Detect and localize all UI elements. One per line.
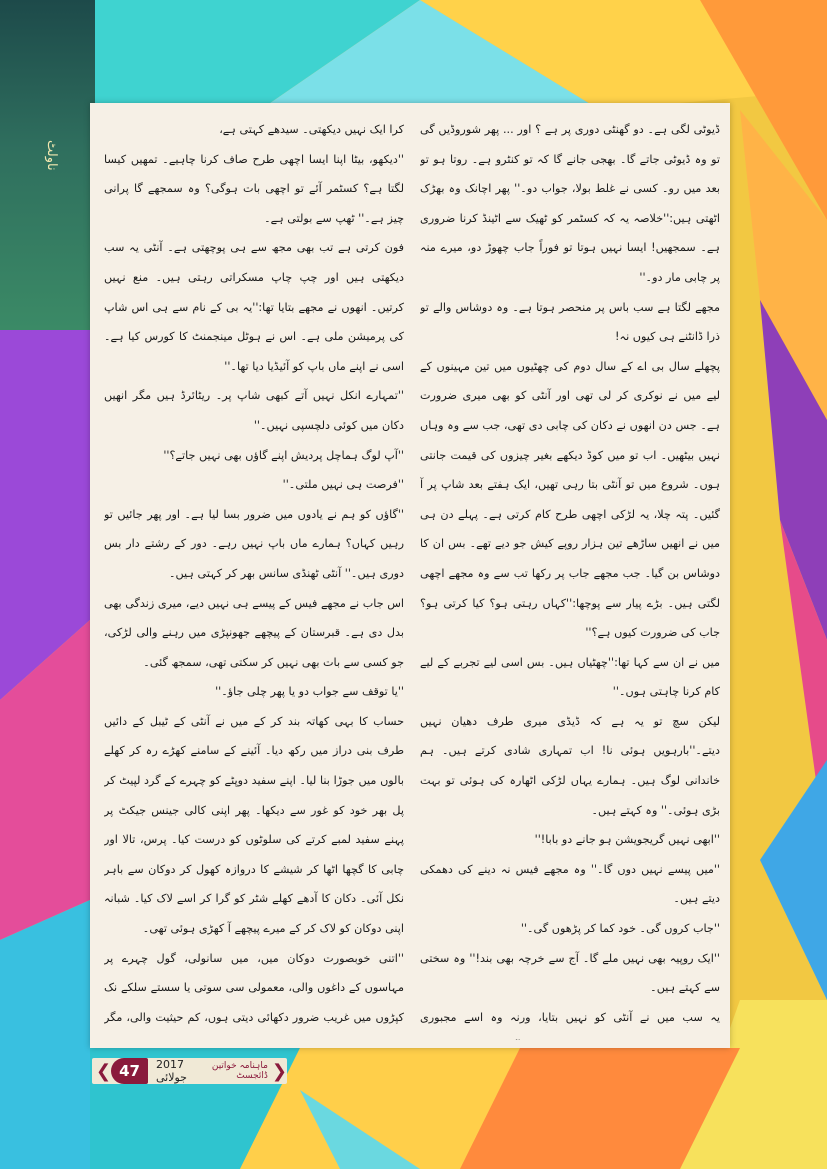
chevron-left-icon: ❮ <box>96 1060 112 1082</box>
paragraph: ''میں پیسے نہیں دوں گا۔'' وہ مجھے فیس نہ دینے کی دھمکی دیتے ہیں۔ <box>420 862 720 906</box>
paragraph: ''ابھی نہیں گریجویشن ہو جانے دو بابا!'' <box>534 833 720 847</box>
right-column <box>420 115 720 1040</box>
paragraph: فون کرتی ہے تب بھی مجھ سے ہی پوچھتی ہے۔ آنٹی یہ سب دیکھتی ہیں اور چپ چاپ مسکراتی رہتی ہیں۔ منع نہیں کرتیں۔ انھوں نے مجھے بتایا تھا:''یہ بی کے نام سے ہی اس شاپ کی پرمیشن ملی ہے۔ اس نے ہوٹل مینجمنٹ کا کورس کیا ہے۔ اسی نے اپنے ماں باپ کو آئیڈیا دیا تھا۔'' <box>104 241 404 373</box>
paragraph: ''یا توقف سے جواب دو یا پھر چلی جاؤ۔'' <box>215 685 404 699</box>
paragraph: میں نے ان سے کہا تھا:''چھٹیاں ہیں۔ بس اسی لیے تجربے کے لیے کام کرنا چاہتی ہوں۔'' <box>420 655 720 699</box>
page-footer <box>92 1058 287 1084</box>
paragraph: پچھلے سال بی اے کے سال دوم کی چھٹیوں میں تین مہینوں کے لیے میں نے نوکری کر لی تھی اور آنٹی کو بھی میری ضرورت ہے۔ جس دن انھوں نے دکان کی چابی دی تھی، جب سے وہ وہاں نہیں بیٹھیں۔ اب تو میں کوڈ دیکھے بغیر چیزوں کی قیمت جانتی ہوں۔ شروع میں تو آنٹی بتا رہی تھیں، ایک ہفتے بعد شاپ پر آ گئیں۔ پتہ چلا، یہ لڑکی اچھی طرح کام کرتی ہے۔ پہلے دن ہی میں نے انھیں ساڑھے تین ہزار روپے کیش جو دیے تھے۔ بس ان کا دوشاس بن گیا۔ جب مجھے جاب پر رکھا تب سے وہ مجھے اچھی لگتی ہیں۔ بڑے پیار سے پوچھا:''کہاں رہتی ہو؟ کیا کرتی ہو؟ جاب کی ضرورت کیوں ہے؟'' <box>420 359 720 640</box>
issue-date: 2017 جولائی <box>155 1058 187 1084</box>
paragraph: ''دیکھو، بیٹا اپنا ایسا اچھی طرح صاف کرنا چاہیے۔ تمھیں کیسا لگتا ہے؟ کسٹمر آئے تو اچھی بات ہوگی؟ وہ سمجھے گا پرانی چیز ہے۔'' ٹھپ سے بولتی ہے۔ <box>104 152 404 225</box>
paragraph: مجھے لگتا ہے سب باس پر منحصر ہوتا ہے۔ وہ دوشاس والے تو ذرا ڈانٹنے ہی کیوں نہ! <box>420 300 720 344</box>
chevron-right-icon: ❯ <box>271 1060 287 1082</box>
paragraph: ڈیوٹی لگی ہے۔ دو گھنٹی دوری پر ہے ؟ اور ... پھر شوروڈیں گی تو وہ ڈیوٹی جاتے گا۔ بھجی جانے گا کہ تو کنٹرو ہے۔ روتا ہو تو بعد میں رو۔ کسی نے غلط بولا، جواب دو۔'' پھر اچانک وہ بھڑک اٹھتی ہیں:''خلاصہ یہ کہ کسٹمر کو ٹھیک سے اٹینڈ کرنا ضروری ہے۔ سمجھیں! ایسا نہیں ہوتا تو فوراً جاب چھوڑ دو، میرے منہ پر چابی مار دو۔'' <box>420 123 720 284</box>
section-label: ناولٹ <box>44 140 59 171</box>
magazine-title: ماہنامہ خواتین ڈائجسٹ <box>211 1061 268 1081</box>
paragraph: یہ سب میں نے آنٹی کو نہیں بتایا، ورنہ وہ اسے مجبوری <box>420 1010 720 1024</box>
page-number: 47 <box>111 1058 148 1084</box>
paragraph: ''اتنی خوبصورت دوکان میں، میں سانولی، گول چہرے پر مہاسوں کے داغوں والی، معمولی سی سوتی یا سستے سلکے نک کپڑوں میں غریب ضرور دکھائی دیتی ہوں، کم حیثیت والی، مگر <box>104 951 404 1024</box>
paragraph: حساب کا بہی کھاتہ بند کر کے میں نے آنٹی کے ٹیبل کے دائیں طرف بنی دراز میں رکھ دیا۔ آئینے کے سامنے کھڑے رہ کر کھلے بالوں میں جوڑا بنا لیا۔ اپنے سفید دوپٹے کو چہرے کے گرد لپیٹ کر پل بھر خود کو غور سے دیکھا۔ پھر اپنی کالی جینس جیکٹ پر پہنے سفید لمبے کرتے کی سلوٹوں کو درست کیا۔ پرس، تالا اور چابی کا گچھا اٹھا کر شیشے کا دروازہ کھول کر دوکان سے باہر نکل آئی۔ دکان کا آدھے کھلے شٹر کو گرا کر اسے لاک کیا۔ شبانہ اپنی دوکان کو لاک کر کے میرے پیچھے آ کھڑی ہوئی تھی۔ <box>104 714 404 936</box>
paragraph: ''تمہارے انکل نہیں آتے کبھی شاپ پر۔ ریٹائرڈ ہیں مگر انھیں دکان میں کوئی دلچسپی نہیں۔'' <box>104 389 404 432</box>
left-column <box>104 115 404 1040</box>
paragraph: ''ایک روپیہ بھی نہیں ملے گا۔ آج سے خرچہ بھی بند!'' وہ سختی سے کہتے ہیں۔ <box>420 951 720 995</box>
paragraph: لیکن سچ تو یہ ہے کہ ڈیڈی میری طرف دھیان نہیں دیتے۔''بارہویں ہوئی نا! اب تمہاری شادی کرتے ہیں۔ ہم خاندانی لوگ ہیں۔ ہمارے یہاں لڑکی اٹھارہ کی ہوئی تو بہت بڑی ہوئی۔'' وہ کہتے ہیں۔ <box>420 714 720 817</box>
paragraph: اس جاب نے مجھے فیس کے پیسے ہی نہیں دیے، میری زندگی بھی بدل دی ہے۔ قبرستان کے پیچھے جھونپڑی میں رہنے والی لڑکی، جو کسی سے بات بھی نہیں کر سکتی تھی، سمجھ گئی۔ <box>104 596 404 669</box>
paragraph: کرا ایک نہیں دیکھتی۔ سیدھے کہتی ہے، <box>219 123 404 136</box>
paragraph: ''فرصت ہی نہیں ملتی۔'' <box>282 478 404 492</box>
paragraph: ''آپ لوگ ہماچل پردیش اپنے گاؤں بھی نہیں جاتے؟'' <box>163 448 404 462</box>
paragraph: ''گاؤں کو ہم نے یادوں میں ضرور بسا لیا ہے۔ اور پھر جائیں تو رہیں کہاں؟ ہمارے ماں باپ نہیں رہے۔ دور کے رشتے دار بس دوری ہیں۔'' آنٹی ٹھنڈی سانس بھر کر کہتی ہیں۔ <box>104 507 404 580</box>
paragraph: ''جاب کروں گی۔ خود کما کر پڑھوں گی۔'' <box>520 922 720 936</box>
magazine-page <box>90 103 730 1048</box>
